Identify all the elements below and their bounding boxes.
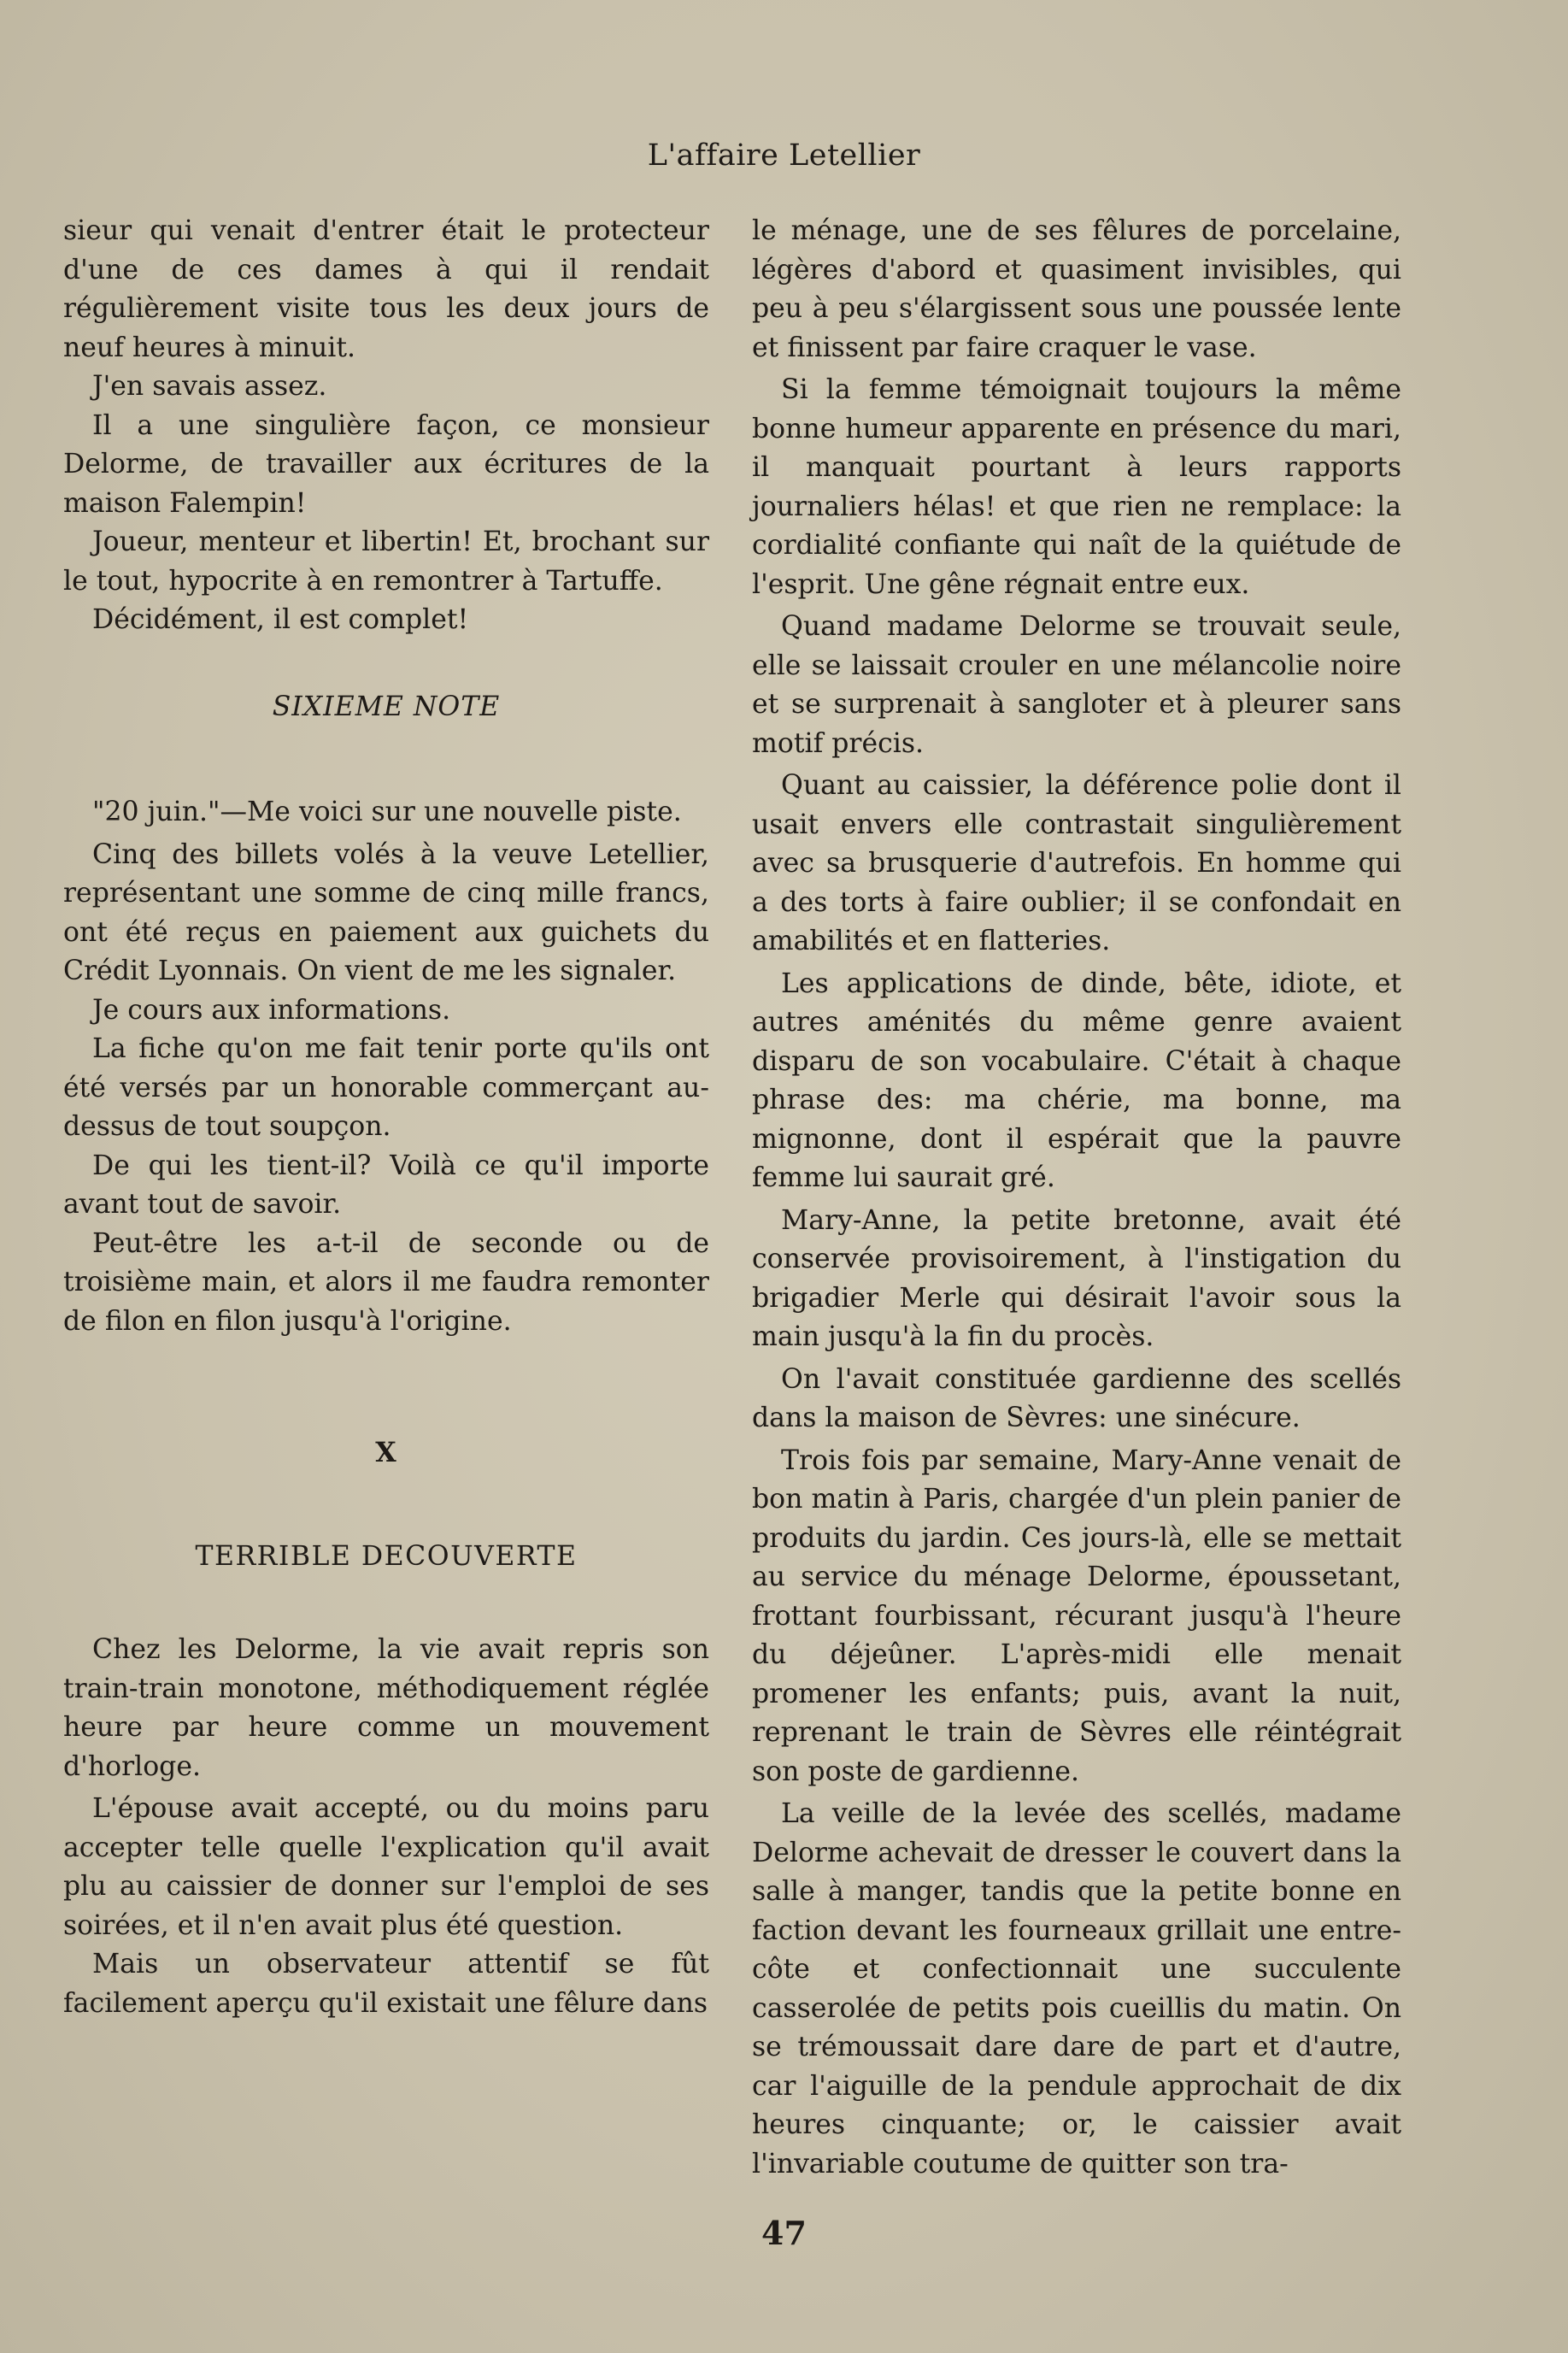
paragraph: Cinq des billets volés à la veuve Letellier, représentant une somme de cinq mille francs, ont été reçus en paiement aux guichets du Crédit Lyonnais. On vient de me les signaler.: [63, 838, 709, 986]
paragraph: Joueur, menteur et libertin! Et, brochant sur le tout, hypocrite à en remontrer à Tartuffe.: [63, 526, 709, 597]
running-head: L'affaire Letellier: [647, 138, 921, 173]
paragraph: Mais un observateur attentif se fût facilement aperçu qu'il existait une fêlure dans: [63, 1949, 709, 2019]
paragraph: sieur qui venait d'entrer était le protecteur d'une de ces dames à qui il rendait régulièrement visite tous les deux jours de neuf heures à minuit.: [63, 215, 709, 363]
paragraph: Quant au caissier, la déférence polie dont il usait envers elle contrastait singulièrement avec sa brusquerie d'autrefois. En homme qui a des torts à faire oublier; il se confondait en amabilités et en flatteries.: [752, 770, 1401, 956]
left-column: [63, 212, 709, 2023]
paragraph: La fiche qu'on me fait tenir porte qu'ils ont été versés par un honorable commerçant au-dessus de tout soupçon.: [63, 1033, 709, 1142]
section-heading: SIXIEME NOTE: [272, 691, 501, 722]
paragraph: Chez les Delorme, la vie avait repris son train-train monotone, méthodiquement réglée heure par heure comme un mouvement d'horloge.: [63, 1634, 709, 1782]
paragraph: Peut-être les a-t-il de seconde ou de troisième main, et alors il me faudra remonter de filon en filon jusqu'à l'origine.: [63, 1227, 709, 1337]
paragraph: "20 juin."—Me voici sur une nouvelle piste.: [92, 797, 682, 827]
paragraph: le ménage, une de ses fêlures de porcelaine, légères d'abord et quasiment invisibles, qui peu à peu s'élargissent sous une poussée lente et finissent par faire craquer le vase.: [752, 215, 1401, 363]
paragraph: Décidément, il est complet!: [92, 604, 469, 635]
paragraph: Les applications de dinde, bête, idiote, et autres aménités du même genre avaient disparu de son vocabulaire. C'était à chaque phrase des: ma chérie, ma bonne, ma mignonne, dont il espérait que la pauvre femme lui saurait gré.: [752, 968, 1401, 1193]
paragraph: De qui les tient-il? Voilà ce qu'il importe avant tout de savoir.: [63, 1150, 709, 1220]
chapter-number: X: [375, 1437, 397, 1468]
paragraph: Quand madame Delorme se trouvait seule, elle se laissait crouler en une mélancolie noire et se surprenait à sangloter et à pleurer sans motif précis.: [752, 611, 1401, 759]
paragraph: L'épouse avait accepté, ou du moins paru accepter telle quelle l'explication qu'il avait plu au caissier de donner sur l'emploi de ses soirées, et il n'en avait plus été question.: [63, 1793, 709, 1941]
paragraph: Il a une singulière façon, ce monsieur Delorme, de travailler aux écritures de la maison Falempin!: [63, 409, 709, 519]
paragraph: Mary-Anne, la petite bretonne, avait été conservée provisoirement, à l'instigation du brigadier Merle qui désirait l'avoir sous la main jusqu'à la fin du procès.: [752, 1204, 1401, 1352]
paragraph: On l'avait constituée gardienne des scellés dans la maison de Sèvres: une sinécure.: [752, 1363, 1401, 1433]
paragraph: Si la femme témoignait toujours la même bonne humeur apparente en présence du mari, il manquait pourtant à leurs rapports journaliers hélas! et que rien ne remplace: la cordialité confiante qui naît de la quiétude de l'esprit. Une gêne régnait entre eux.: [752, 374, 1401, 600]
paragraph: Trois fois par semaine, Mary-Anne venait de bon matin à Paris, chargée d'un plein panier de produits du jardin. Ces jours-là, elle se mettait au service du ménage Delorme, époussetant, frottant fourbissant, récurant jusqu'à l'heure du déjeûner. L'après-midi elle menait promener les enfants; puis, avant la nuit, reprenant le train de Sèvres elle réintégrait son poste de gardienne.: [752, 1444, 1401, 1787]
right-column: [752, 212, 1401, 2184]
page-number: 47: [761, 2214, 807, 2252]
paragraph: Je cours aux informations.: [92, 994, 451, 1026]
paragraph: La veille de la levée des scellés, madame Delorme achevait de dresser le couvert dans la salle à manger, tandis que la petite bonne en faction devant les fourneaux grillait une entre-côte et confectionnait une succulente casserolée de petits pois cueillis du matin. On se trémoussait dare dare de part et d'autre, car l'aiguille de la pendule approchait de dix heures cinquante; or, le caissier avait l'invariable coutume de quitter son tra-: [752, 1798, 1401, 2179]
chapter-title: TERRIBLE DECOUVERTE: [195, 1540, 578, 1572]
paragraph: J'en savais assez.: [92, 371, 327, 402]
